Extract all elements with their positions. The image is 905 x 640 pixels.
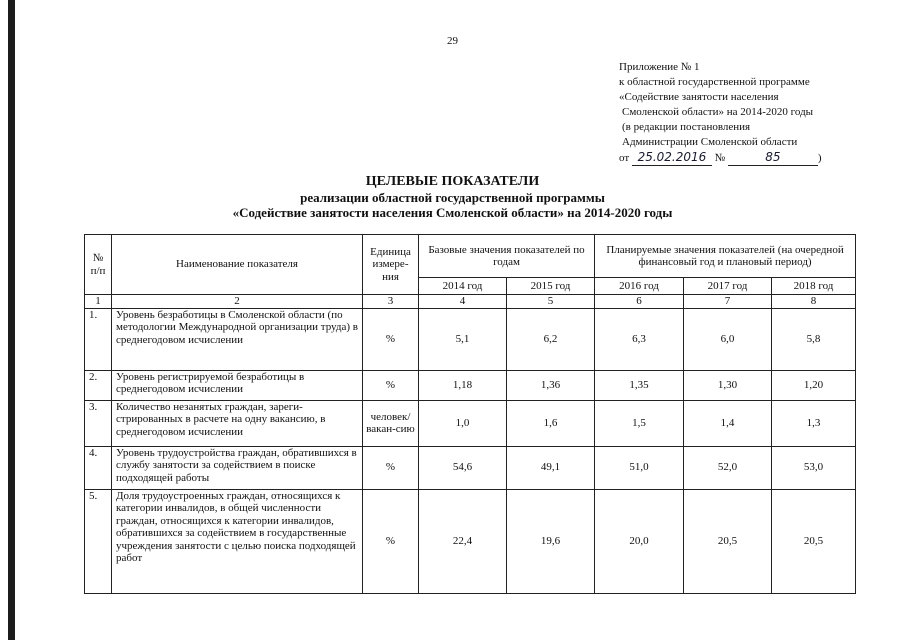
- value-2014: 5,1: [419, 308, 507, 370]
- value-2015: 1,6: [507, 400, 595, 446]
- indicator-name: Уровень трудоустройства граждан, обратившихся в службу занятости за содействием в поиске подходящей работы: [112, 446, 363, 489]
- value-2015: 19,6: [507, 489, 595, 593]
- row-number: 3.: [85, 400, 112, 446]
- value-2015: 6,2: [507, 308, 595, 370]
- column-number: 4: [419, 295, 507, 309]
- from-label: от: [619, 152, 630, 164]
- appendix-line-6: Администрации Смоленской области: [622, 136, 798, 148]
- handwritten-number: 85: [728, 150, 818, 166]
- value-2018: 5,8: [772, 308, 856, 370]
- value-2018: 1,3: [772, 400, 856, 446]
- indicators-table: [84, 234, 856, 594]
- value-2014: 22,4: [419, 489, 507, 593]
- number-label: №: [714, 152, 726, 164]
- value-2016: 6,3: [595, 308, 684, 370]
- value-2014: 54,6: [419, 446, 507, 489]
- value-2017: 1,4: [684, 400, 772, 446]
- unit-cell: человек/ вакан-сию: [363, 400, 419, 446]
- closing-paren: ): [817, 152, 822, 164]
- table-row: [85, 370, 856, 400]
- value-2018: 53,0: [772, 446, 856, 489]
- header-num: № п/п: [85, 235, 112, 295]
- header-year-2018: 2018 год: [772, 278, 856, 295]
- column-number: 1: [85, 295, 112, 309]
- header-planned-values: Планируемые значения показателей (на очередной финансовый год и плановый период): [595, 235, 856, 278]
- page-number: 29: [447, 35, 458, 47]
- indicator-name: Уровень регистрируемой безработицы в среднегодовом исчислении: [112, 370, 363, 400]
- row-number: 4.: [85, 446, 112, 489]
- indicator-name: Количество незанятых граждан, зареги-стрированных в расчете на одну вакансию, в среднегодовом исчислении: [112, 400, 363, 446]
- column-number: 3: [363, 295, 419, 309]
- value-2016: 20,0: [595, 489, 684, 593]
- column-number: 6: [595, 295, 684, 309]
- unit-cell: %: [363, 308, 419, 370]
- value-2018: 20,5: [772, 489, 856, 593]
- handwritten-date: 25.02.2016: [632, 150, 712, 166]
- document-title: [0, 173, 905, 220]
- row-number: 2.: [85, 370, 112, 400]
- column-number: 7: [684, 295, 772, 309]
- column-number: 5: [507, 295, 595, 309]
- title-line-2: реализации областной государственной программы: [300, 190, 605, 205]
- value-2017: 20,5: [684, 489, 772, 593]
- value-2014: 1,0: [419, 400, 507, 446]
- title-line-1: ЦЕЛЕВЫЕ ПОКАЗАТЕЛИ: [365, 174, 540, 189]
- unit-cell: %: [363, 370, 419, 400]
- column-number: 8: [772, 295, 856, 309]
- value-2017: 52,0: [684, 446, 772, 489]
- header-base-values: Базовые значения показателей по годам: [419, 235, 595, 278]
- scan-edge-bar: [8, 0, 15, 640]
- indicator-name: Уровень безработицы в Смоленской области (по методологии Международной организации труда) в среднегодовом исчислении: [112, 308, 363, 370]
- appendix-line-5: (в редакции постановления: [622, 121, 751, 133]
- title-line-3: «Содействие занятости населения Смоленской области» на 2014-2020 годы: [232, 205, 673, 220]
- header-unit: Единица измере-ния: [363, 235, 419, 295]
- table-row: [85, 400, 856, 446]
- indicator-name: Доля трудоустроенных граждан, относящихся к категории инвалидов, в общей численности граждан, относящихся к категории инвалидов, обратившихся за содействием в государственные учреждения занятости с целью поиска подходящей работ: [112, 489, 363, 593]
- value-2015: 1,36: [507, 370, 595, 400]
- header-year-2017: 2017 год: [684, 278, 772, 295]
- row-number: 5.: [85, 489, 112, 593]
- header-year-2015: 2015 год: [507, 278, 595, 295]
- appendix-line-3: «Содействие занятости населения: [619, 91, 779, 103]
- column-number: 2: [112, 295, 363, 309]
- table-row: [85, 489, 856, 593]
- appendix-line-1: Приложение № 1: [619, 61, 700, 73]
- value-2016: 51,0: [595, 446, 684, 489]
- appendix-block: [619, 60, 822, 166]
- header-name: Наименование показателя: [112, 235, 363, 295]
- value-2017: 6,0: [684, 308, 772, 370]
- appendix-line-4: Смоленской области» на 2014-2020 годы: [622, 106, 814, 118]
- value-2014: 1,18: [419, 370, 507, 400]
- value-2016: 1,5: [595, 400, 684, 446]
- value-2015: 49,1: [507, 446, 595, 489]
- header-year-2014: 2014 год: [419, 278, 507, 295]
- appendix-signature-line: [619, 150, 822, 166]
- header-year-2016: 2016 год: [595, 278, 684, 295]
- appendix-line-2: к областной государственной программе: [619, 76, 810, 88]
- unit-cell: %: [363, 446, 419, 489]
- table-row: [85, 308, 856, 370]
- row-number: 1.: [85, 308, 112, 370]
- table-row: [85, 446, 856, 489]
- unit-cell: %: [363, 489, 419, 593]
- value-2017: 1,30: [684, 370, 772, 400]
- value-2016: 1,35: [595, 370, 684, 400]
- value-2018: 1,20: [772, 370, 856, 400]
